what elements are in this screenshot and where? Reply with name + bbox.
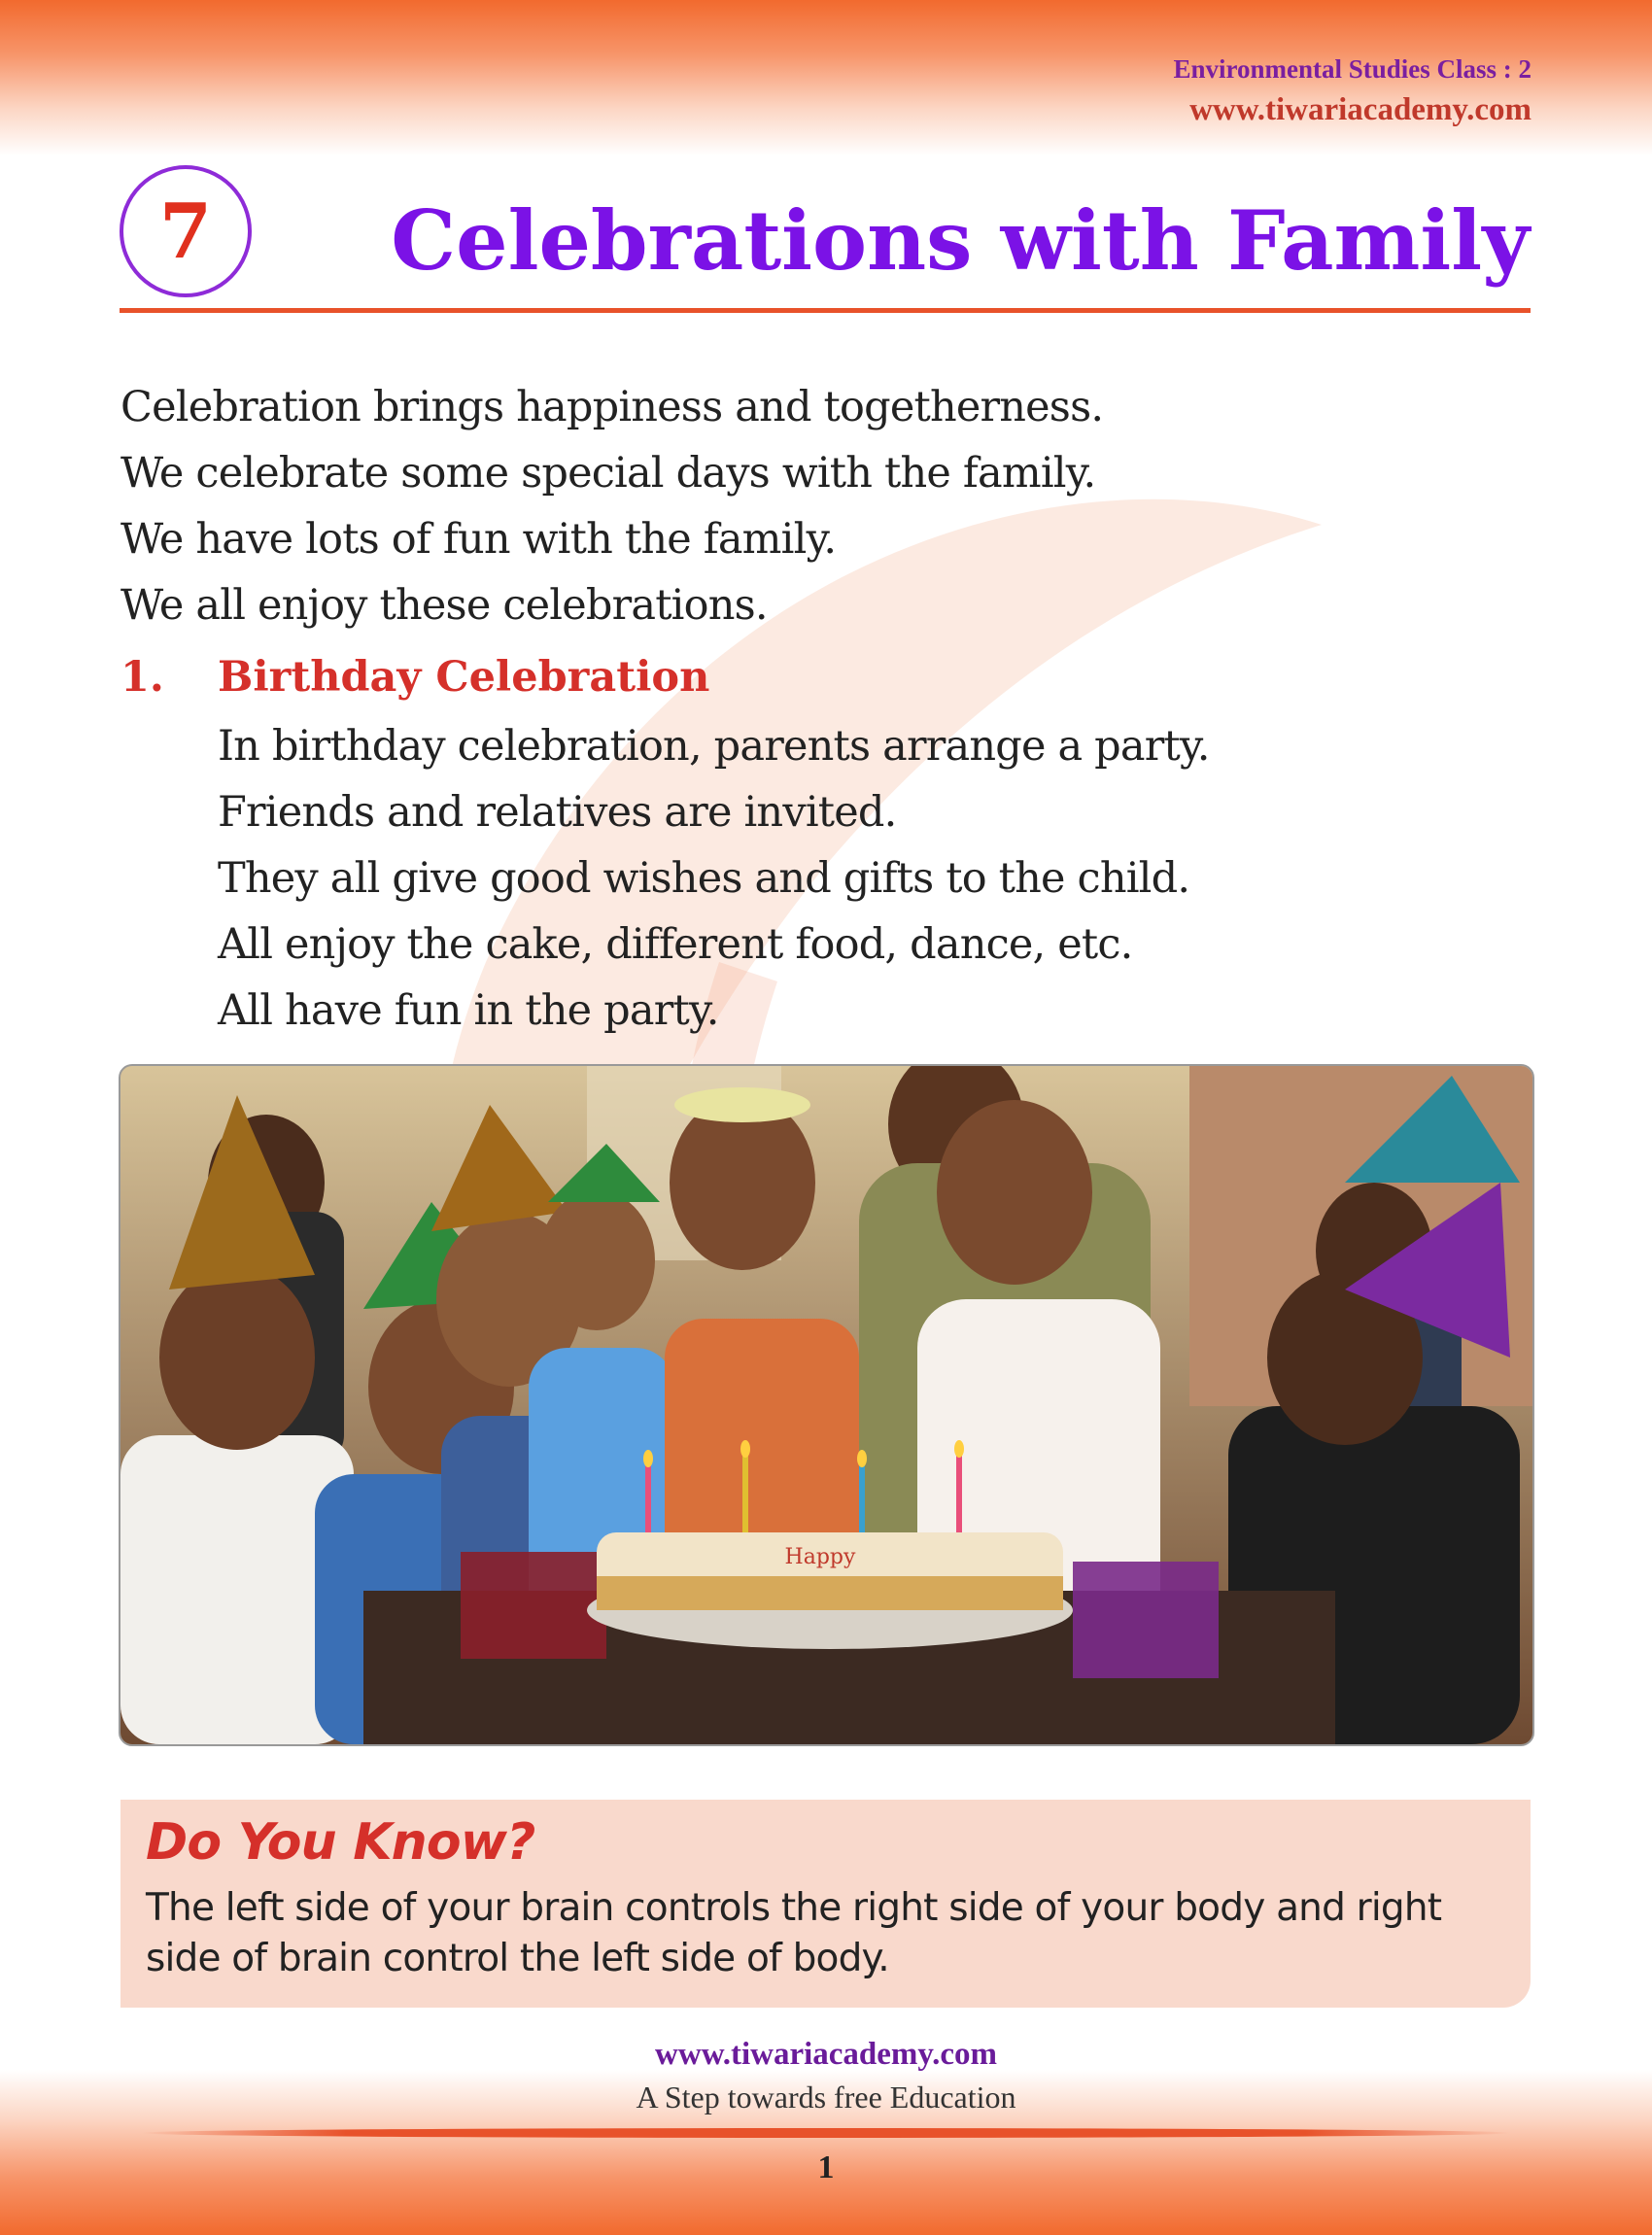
intro-line: We celebrate some special days with the family.: [120, 449, 1096, 498]
section-body: [218, 713, 1210, 1044]
section-title: Birthday Celebration: [218, 653, 710, 702]
section-line: They all give good wishes and gifts to the child.: [218, 854, 1190, 903]
footer-site-link[interactable]: www.tiwariacademy.com: [655, 2037, 997, 2072]
header-site-link[interactable]: www.tiwariacademy.com: [1189, 92, 1532, 127]
chapter-number: 7: [158, 187, 213, 276]
intro-line: We have lots of fun with the family.: [120, 515, 837, 564]
section-line: Friends and relatives are invited.: [218, 788, 897, 837]
intro-line: Celebration brings happiness and togetherness.: [120, 383, 1104, 431]
footer-divider: [141, 2128, 1511, 2138]
subject-label: Environmental Studies Class : 2: [1173, 54, 1532, 84]
section-number: 1.: [120, 653, 164, 702]
page-number: 1: [817, 2149, 835, 2185]
chapter-title: Celebrations with Family: [391, 192, 1530, 289]
section-line: All have fun in the party.: [218, 986, 719, 1035]
do-you-know-box: [120, 1800, 1531, 2008]
footer-tagline: A Step towards free Education: [636, 2080, 1016, 2115]
do-you-know-title: Do You Know?: [146, 1813, 535, 1872]
section-line: In birthday celebration, parents arrange a party.: [218, 722, 1210, 771]
title-divider: [120, 308, 1531, 313]
chapter-number-badge: [120, 165, 252, 297]
header-meta: [1173, 54, 1532, 128]
section-heading: [120, 653, 709, 702]
intro-line: We all enjoy these celebrations.: [120, 581, 768, 630]
intro-paragraph: [120, 374, 1103, 638]
section-line: All enjoy the cake, different food, dance, etc.: [218, 920, 1133, 969]
do-you-know-text: The left side of your brain controls the right side of your body and right side of brain control the left side of body.: [146, 1886, 1442, 1980]
photo-illustration: [120, 1066, 1532, 1744]
cake-text: Happy: [784, 1545, 856, 1569]
birthday-party-photo: [119, 1064, 1534, 1746]
